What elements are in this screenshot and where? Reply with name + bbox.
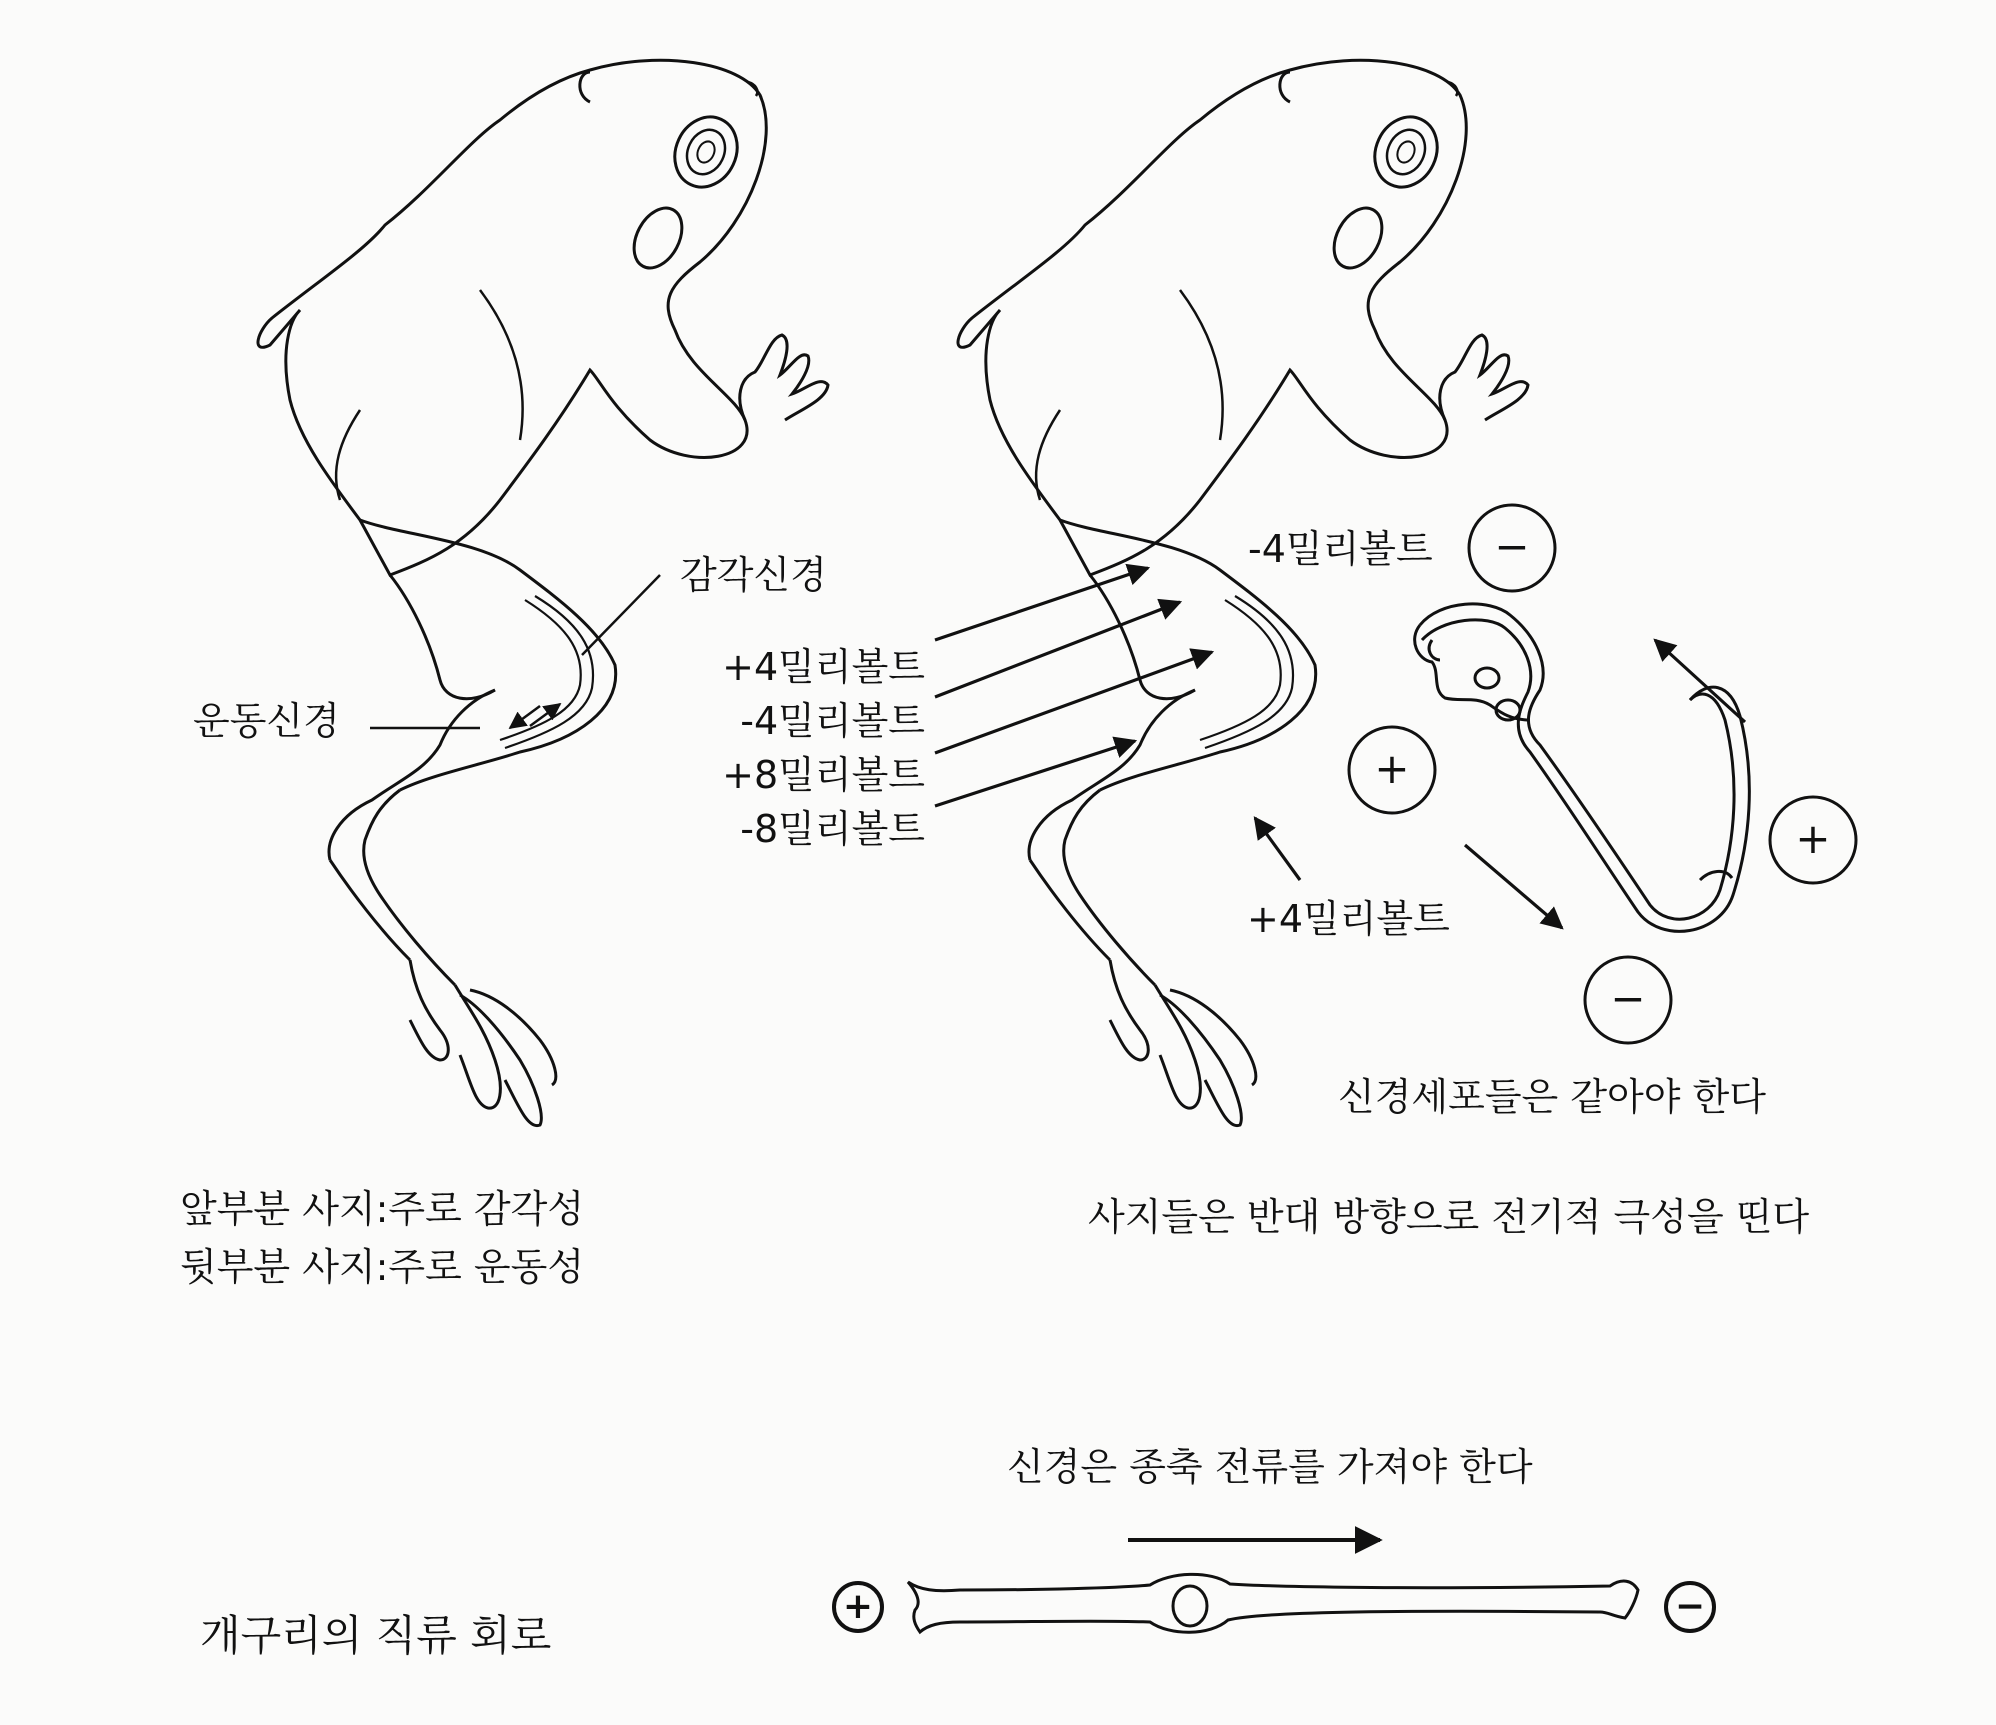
voltage-label-plus4: +4밀리볼트 xyxy=(722,645,925,689)
voltage-label-top: -4밀리볼트 xyxy=(1248,527,1433,571)
sensory-nerve-label: 감각신경 xyxy=(680,553,827,597)
neuron-cell xyxy=(1415,604,1750,931)
minus-sign-bottom: − xyxy=(1610,974,1646,1023)
diagram-title: 개구리의 직류 회로 xyxy=(200,1611,552,1660)
plus-terminal: + xyxy=(842,1586,874,1627)
voltage-label-bottom: +4밀리볼트 xyxy=(1247,897,1450,941)
voltage-label-minus8: -8밀리볼트 xyxy=(740,807,925,851)
front-limb-caption: 앞부분 사지:주로 감각성 xyxy=(180,1187,585,1231)
neuron-arrow-down xyxy=(1465,845,1562,928)
voltage-label-plus8: +8밀리볼트 xyxy=(722,753,925,797)
minus-sign-top: − xyxy=(1494,522,1530,571)
voltage-label-minus4: -4밀리볼트 xyxy=(740,699,925,743)
neurons-same-caption: 신경세포들은 같아야 한다 xyxy=(1338,1075,1766,1119)
voltage-arrows xyxy=(935,568,1212,806)
neuron-arrow-up xyxy=(1655,640,1745,722)
nerve-current-caption: 신경은 종축 전류를 가져야 한다 xyxy=(1007,1445,1533,1489)
motor-nerve-label: 운동신경 xyxy=(193,699,340,743)
elongated-neuron xyxy=(908,1574,1638,1632)
frog-right xyxy=(958,60,1528,1125)
sensory-nerve-leader xyxy=(582,575,660,655)
bottom-voltage-arrow xyxy=(1255,818,1300,880)
plus-sign-right: + xyxy=(1795,814,1831,863)
rear-limb-caption: 뒷부분 사지:주로 운동성 xyxy=(180,1245,585,1289)
minus-terminal: − xyxy=(1674,1586,1706,1627)
plus-sign-left: + xyxy=(1374,744,1410,793)
limbs-polarity-caption: 사지들은 반대 방향으로 전기적 극성을 띤다 xyxy=(1088,1195,1810,1239)
